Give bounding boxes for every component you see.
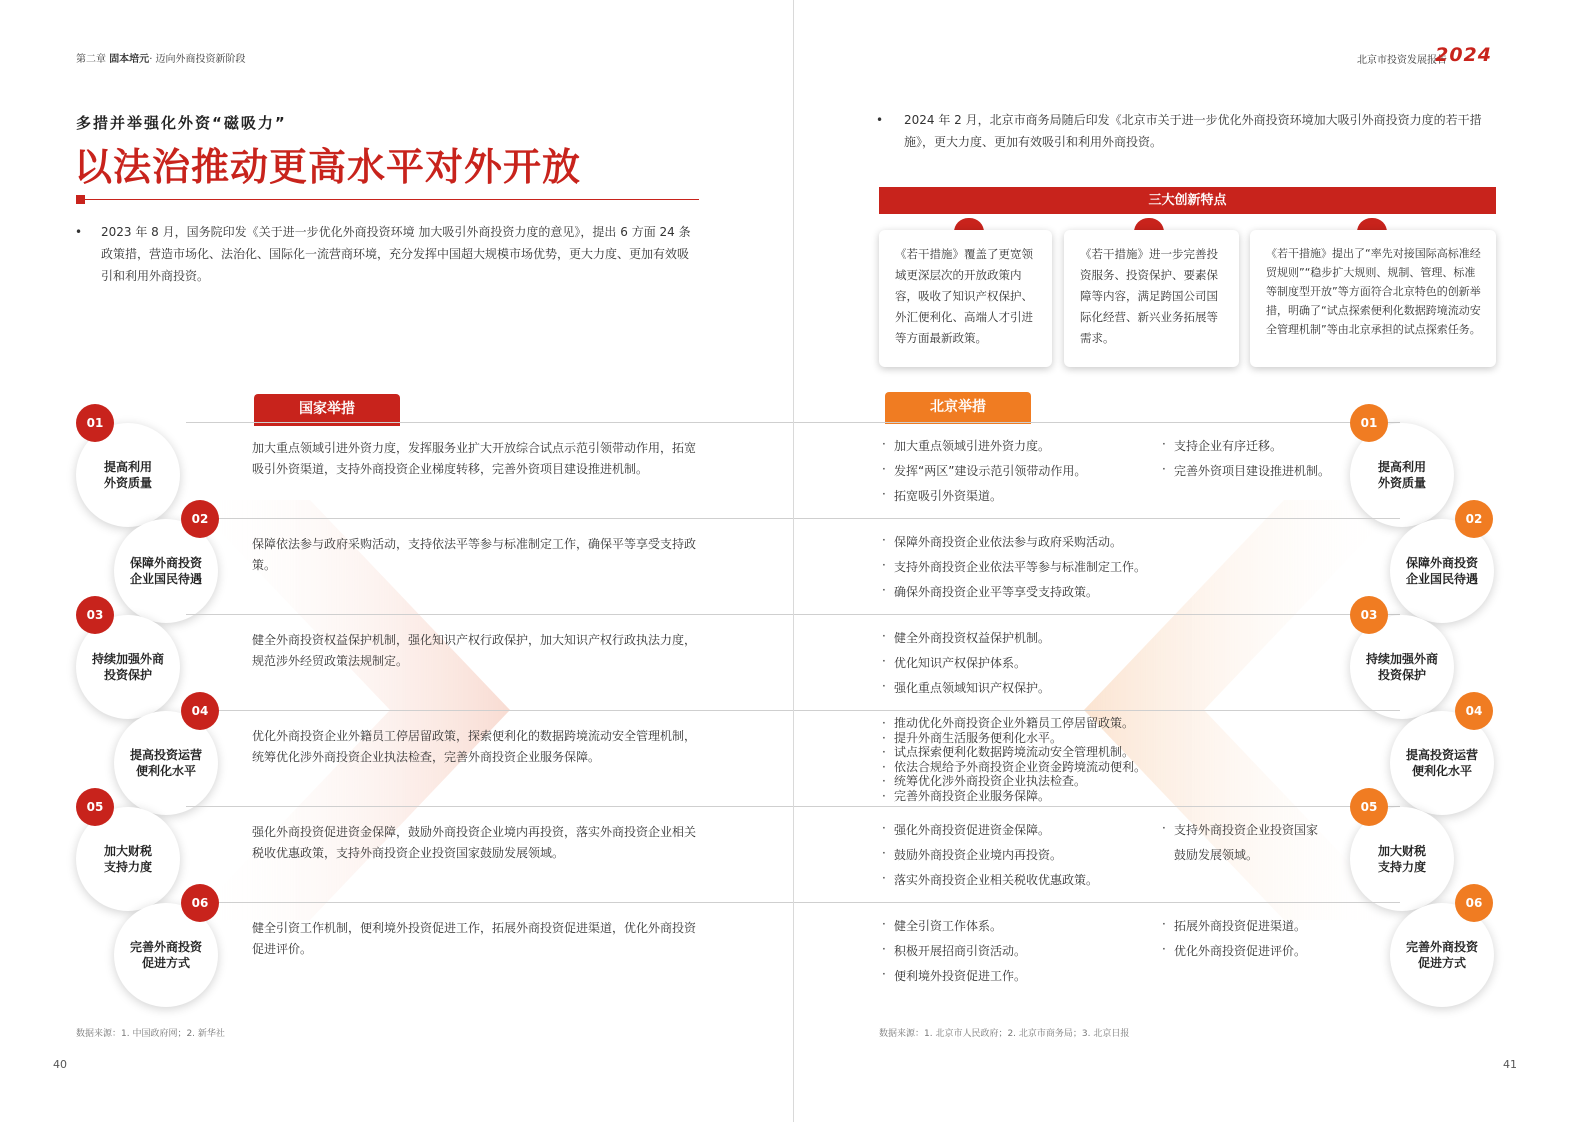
measure-text: 加大重点领域引进外资力度，发挥服务业扩大开放综合试点示范引领带动作用，拓宽吸引外资渠道，支持外商投资企业梯度转移，完善外资项目建设推进机制。 bbox=[252, 441, 697, 476]
page-title: 以法治推动更高水平对外开放 bbox=[74, 145, 582, 189]
beijing-measure-item: · 落实外商投资企业相关税收优惠政策。 bbox=[894, 871, 1098, 888]
measure-circle: 持续加强外商 投资保护 bbox=[76, 615, 180, 719]
beijing-intro-paragraph bbox=[876, 109, 1496, 153]
left-page bbox=[0, 0, 793, 1122]
measure-circle: 持续加强外商 投资保护 bbox=[1350, 615, 1454, 719]
measure-text: 强化外商投资促进资金保障，鼓励外商投资企业境内再投资，落实外商投资企业相关税收优惠政策，支持外商投资企业投资国家鼓励发展领域。 bbox=[252, 825, 697, 860]
data-source: 数据来源：1. 北京市人民政府；2. 北京市商务局；3. 北京日报 bbox=[879, 1029, 1130, 1039]
measure-circle: 提高投资运营 便利化水平 bbox=[1390, 711, 1494, 815]
measure-circle: 提高投资运营 便利化水平 bbox=[114, 711, 218, 815]
measure-number-badge: 05 bbox=[1350, 788, 1388, 826]
innovation-card-3: 《若干措施》提出了“率先对接国际高标准经贸规则”“稳步扩大规则、规制、管理、标准等制度型开放”等方面符合北京特色的创新举措，明确了“试点探索便利化数据跨境流动安全管理机制”等由北京承担的试点探索任务。 bbox=[1250, 230, 1496, 367]
measure-number-badge: 06 bbox=[1455, 884, 1493, 922]
chapter-header bbox=[76, 50, 246, 65]
measure-text: 健全外商投资权益保护机制，强化知识产权行政保护，加大知识产权行政执法力度，规范涉外经贸政策法规制定。 bbox=[252, 633, 697, 668]
beijing-measure-item: · 健全外商投资权益保护机制。 bbox=[894, 629, 1050, 646]
tab-national-measures: 国家举措 bbox=[254, 394, 400, 426]
page-number: 41 bbox=[1503, 1058, 1517, 1071]
beijing-measure-item: · 发挥“两区”建设示范引领带动作用。 bbox=[894, 462, 1086, 479]
beijing-measure-item: · 拓宽吸引外资渠道。 bbox=[894, 487, 1002, 504]
year-logo: 2024 bbox=[1435, 44, 1492, 66]
beijing-measure-item: · 拓展外商投资促进渠道。 bbox=[1174, 917, 1306, 934]
row-divider bbox=[186, 614, 793, 615]
report-title: 北京市投资发展报告 bbox=[1357, 55, 1447, 66]
beijing-measure-item: · 优化外商投资促进评价。 bbox=[1174, 942, 1306, 959]
row-divider bbox=[186, 902, 793, 903]
beijing-measure-item: · 完善外商投资企业服务保障。 bbox=[894, 789, 1050, 803]
beijing-measure-item: · 确保外商投资企业平等享受支持政策。 bbox=[894, 583, 1098, 600]
measure-number-badge: 06 bbox=[181, 884, 219, 922]
row-divider bbox=[794, 422, 1400, 423]
beijing-measure-item: · 强化重点领域知识产权保护。 bbox=[894, 679, 1050, 696]
beijing-measure-item: · 鼓励外商投资企业境内再投资。 bbox=[894, 846, 1062, 863]
row-divider bbox=[186, 710, 793, 711]
measure-number-badge: 03 bbox=[1350, 596, 1388, 634]
measure-circle: 保障外商投资 企业国民待遇 bbox=[1390, 519, 1494, 623]
beijing-measure-item: · 统筹优化涉外商投资企业执法检查。 bbox=[894, 774, 1086, 788]
row-divider bbox=[794, 614, 1400, 615]
row-divider bbox=[794, 806, 1400, 807]
beijing-measure-item: · 强化外商投资促进资金保障。 bbox=[894, 821, 1050, 838]
measure-circle: 保障外商投资 企业国民待遇 bbox=[114, 519, 218, 623]
beijing-measure-item: · 提升外商生活服务便利化水平。 bbox=[894, 731, 1062, 745]
chapter-bold: 固本培元 bbox=[109, 54, 150, 65]
beijing-measure-item: · 优化知识产权保护体系。 bbox=[894, 654, 1026, 671]
measure-number-badge: 02 bbox=[181, 500, 219, 538]
measure-circle: 完善外商投资 促进方式 bbox=[114, 903, 218, 1007]
beijing-intro-text: 2024 年 2 月，北京市商务局随后印发《北京市关于进一步优化外商投资环境加大吸引外商投资力度的若干措施》，更大力度、更加有效吸引和利用外商投资。 bbox=[904, 113, 1482, 149]
data-source: 数据来源：1. 中国政府网；2. 新华社 bbox=[76, 1029, 225, 1039]
intro-text: 2023 年 8 月，国务院印发《关于进一步优化外商投资环境 加大吸引外商投资力度的意见》，提出 6 方面 24 条政策措，营造市场化、法治化、国际化一流营商环境，充分发挥中国超大规模市场优势，更大力度、更加有效吸引和利用外商投资。 bbox=[101, 225, 691, 283]
chapter-suffix: · 迈向外商投资新阶段 bbox=[149, 54, 246, 65]
beijing-measure-item: · 完善外资项目建设推进机制。 bbox=[1174, 462, 1330, 479]
innovation-card-1: 《若干措施》覆盖了更宽领域更深层次的开放政策内容，吸收了知识产权保护、外汇便利化、高端人才引进等方面最新政策。 bbox=[879, 230, 1052, 367]
intro-paragraph bbox=[75, 221, 699, 287]
beijing-measure-item: · 保障外商投资企业依法参与政府采购活动。 bbox=[894, 533, 1122, 550]
measure-number-badge: 03 bbox=[76, 596, 114, 634]
measure-circle: 提高利用 外资质量 bbox=[76, 423, 180, 527]
measure-circle: 完善外商投资 促进方式 bbox=[1390, 903, 1494, 1007]
measure-text: 健全引资工作机制，便利境外投资促进工作，拓展外商投资促进渠道，优化外商投资促进评价。 bbox=[252, 921, 697, 956]
right-page bbox=[794, 0, 1587, 1122]
beijing-measure-item: · 试点探索便利化数据跨境流动安全管理机制。 bbox=[894, 745, 1134, 759]
row-divider bbox=[794, 710, 1400, 711]
beijing-measure-item: · 积极开展招商引资活动。 bbox=[894, 942, 1026, 959]
measure-number-badge: 04 bbox=[181, 692, 219, 730]
beijing-measure-item: · 依法合规给予外商投资企业资金跨境流动便利。 bbox=[894, 760, 1146, 774]
title-rule bbox=[76, 199, 699, 200]
beijing-measure-item: · 支持外商投资企业依法平等参与标准制定工作。 bbox=[894, 558, 1146, 575]
row-divider bbox=[794, 518, 1400, 519]
page-number: 40 bbox=[53, 1058, 67, 1071]
measure-circle: 提高利用 外资质量 bbox=[1350, 423, 1454, 527]
row-divider bbox=[794, 902, 1400, 903]
row-divider bbox=[186, 518, 793, 519]
bullet-dot: • bbox=[876, 113, 884, 127]
measure-number-badge: 04 bbox=[1455, 692, 1493, 730]
tab-beijing-measures: 北京举措 bbox=[885, 392, 1031, 424]
chapter-prefix: 第二章 bbox=[76, 54, 106, 65]
row-divider bbox=[186, 806, 793, 807]
innovation-banner: 三大创新特点 bbox=[879, 187, 1496, 214]
beijing-measure-item: · 支持外商投资企业投资国家 bbox=[1174, 821, 1318, 838]
measure-text: 保障依法参与政府采购活动，支持依法平等参与标准制定工作，确保平等享受支持政策。 bbox=[252, 537, 697, 572]
measure-text: 优化外商投资企业外籍员工停居留政策，探索便利化的数据跨境流动安全管理机制，统筹优化涉外商投资企业执法检查，完善外商投资企业服务保障。 bbox=[252, 729, 697, 764]
measure-number-badge: 02 bbox=[1455, 500, 1493, 538]
kicker-heading: 多措并举强化外资“磁吸力” bbox=[76, 114, 287, 132]
beijing-measure-item: · 推动优化外商投资企业外籍员工停居留政策。 bbox=[894, 716, 1134, 730]
row-divider bbox=[186, 422, 793, 423]
innovation-card-2: 《若干措施》进一步完善投资服务、投资保护、要素保障等内容，满足跨国公司国际化经营、新兴业务拓展等需求。 bbox=[1064, 230, 1239, 367]
title-marker bbox=[76, 195, 85, 204]
measure-number-badge: 05 bbox=[76, 788, 114, 826]
measure-circle: 加大财税 支持力度 bbox=[76, 807, 180, 911]
bullet-dot: • bbox=[75, 225, 83, 239]
beijing-measure-item: · 健全引资工作体系。 bbox=[894, 917, 1002, 934]
beijing-measure-item: · 加大重点领域引进外资力度。 bbox=[894, 437, 1050, 454]
beijing-measure-item: · 便利境外投资促进工作。 bbox=[894, 967, 1026, 984]
measure-circle: 加大财税 支持力度 bbox=[1350, 807, 1454, 911]
measure-number-badge: 01 bbox=[76, 404, 114, 442]
measure-number-badge: 01 bbox=[1350, 404, 1388, 442]
beijing-measure-item: 鼓励发展领域。 bbox=[1174, 848, 1259, 862]
beijing-measure-item: · 支持企业有序迁移。 bbox=[1174, 437, 1282, 454]
